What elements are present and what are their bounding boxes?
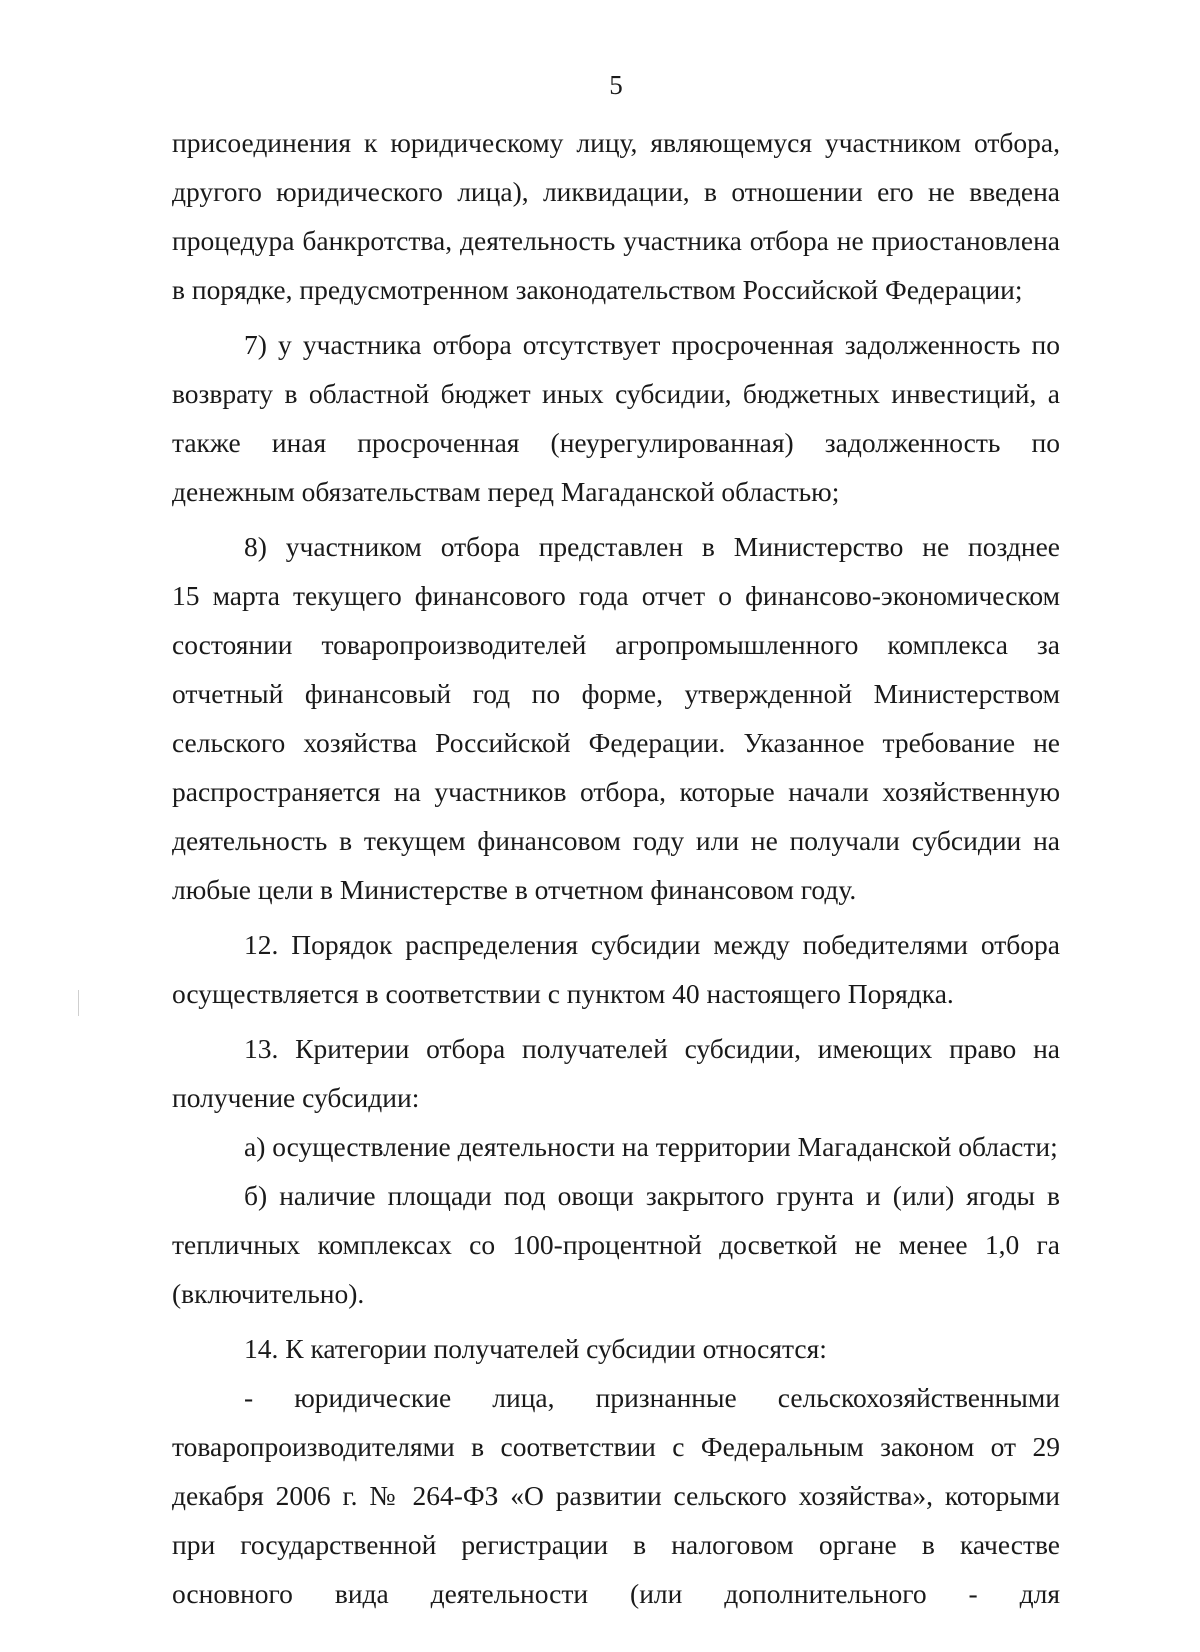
text-line: б) наличие площади под овощи закрытого грунта и (или) ягоды в: [244, 1180, 1060, 1211]
text-line: (включительно).: [172, 1278, 365, 1309]
text-line: сельского хозяйства Российской Федерации. Указанное требование не: [172, 727, 1060, 758]
document-body: [172, 118, 1060, 1618]
text-line: денежным обязательствам перед Магаданской областью;: [172, 476, 840, 507]
page-number: 5: [609, 70, 623, 100]
text-line: распространяется на участников отбора, которые начали хозяйственную: [172, 776, 1060, 807]
text-line: 8) участником отбора представлен в Министерство не позднее: [244, 531, 1060, 562]
scan-artifact: [78, 990, 79, 1016]
text-line: 12. Порядок распределения субсидии между победителями отбора: [244, 929, 1060, 960]
text-line: присоединения к юридическому лицу, являющемуся участником отбора,: [172, 127, 1060, 158]
text-line: - юридические лица, признанные сельскохозяйственными: [244, 1382, 1060, 1413]
text-line: товаропроизводителями в соответствии с Федеральным законом от 29: [172, 1431, 1060, 1462]
text-line: также иная просроченная (неурегулированная) задолженность по: [172, 427, 1060, 458]
text-line: в порядке, предусмотренном законодательством Российской Федерации;: [172, 274, 1023, 305]
text-line: тепличных комплексах со 100-процентной досветкой не менее 1,0 га: [172, 1229, 1060, 1260]
text-line: осуществляется в соответствии с пунктом 40 настоящего Порядка.: [172, 978, 954, 1009]
text-line: 14. К категории получателей субсидии относятся:: [244, 1333, 827, 1364]
text-line: процедура банкротства, деятельность участника отбора не приостановлена: [172, 225, 1060, 256]
text-line: основного вида деятельности (или дополнительного - для: [172, 1578, 1060, 1609]
text-line: другого юридического лица), ликвидации, в отношении его не введена: [172, 176, 1060, 207]
text-line: при государственной регистрации в налоговом органе в качестве: [172, 1529, 1060, 1560]
text-line: возврату в областной бюджет иных субсидии, бюджетных инвестиций, а: [172, 378, 1060, 409]
text-line: 15 марта текущего финансового года отчет о финансово-экономическом: [172, 580, 1060, 611]
text-line: получение субсидии:: [172, 1082, 420, 1113]
text-line: деятельность в текущем финансовом году или не получали субсидии на: [172, 825, 1060, 856]
text-line: а) осуществление деятельности на территории Магаданской области;: [244, 1131, 1058, 1162]
text-line: любые цели в Министерстве в отчетном финансовом году.: [172, 874, 857, 905]
text-line: 7) у участника отбора отсутствует просроченная задолженность по: [244, 329, 1060, 360]
text-line: состоянии товаропроизводителей агропромышленного комплекса за: [172, 629, 1060, 660]
text-line: отчетный финансовый год по форме, утвержденной Министерством: [172, 678, 1060, 709]
text-line: декабря 2006 г. № 264-ФЗ «О развитии сельского хозяйства», которыми: [172, 1480, 1060, 1511]
text-line: 13. Критерии отбора получателей субсидии, имеющих право на: [244, 1033, 1060, 1064]
